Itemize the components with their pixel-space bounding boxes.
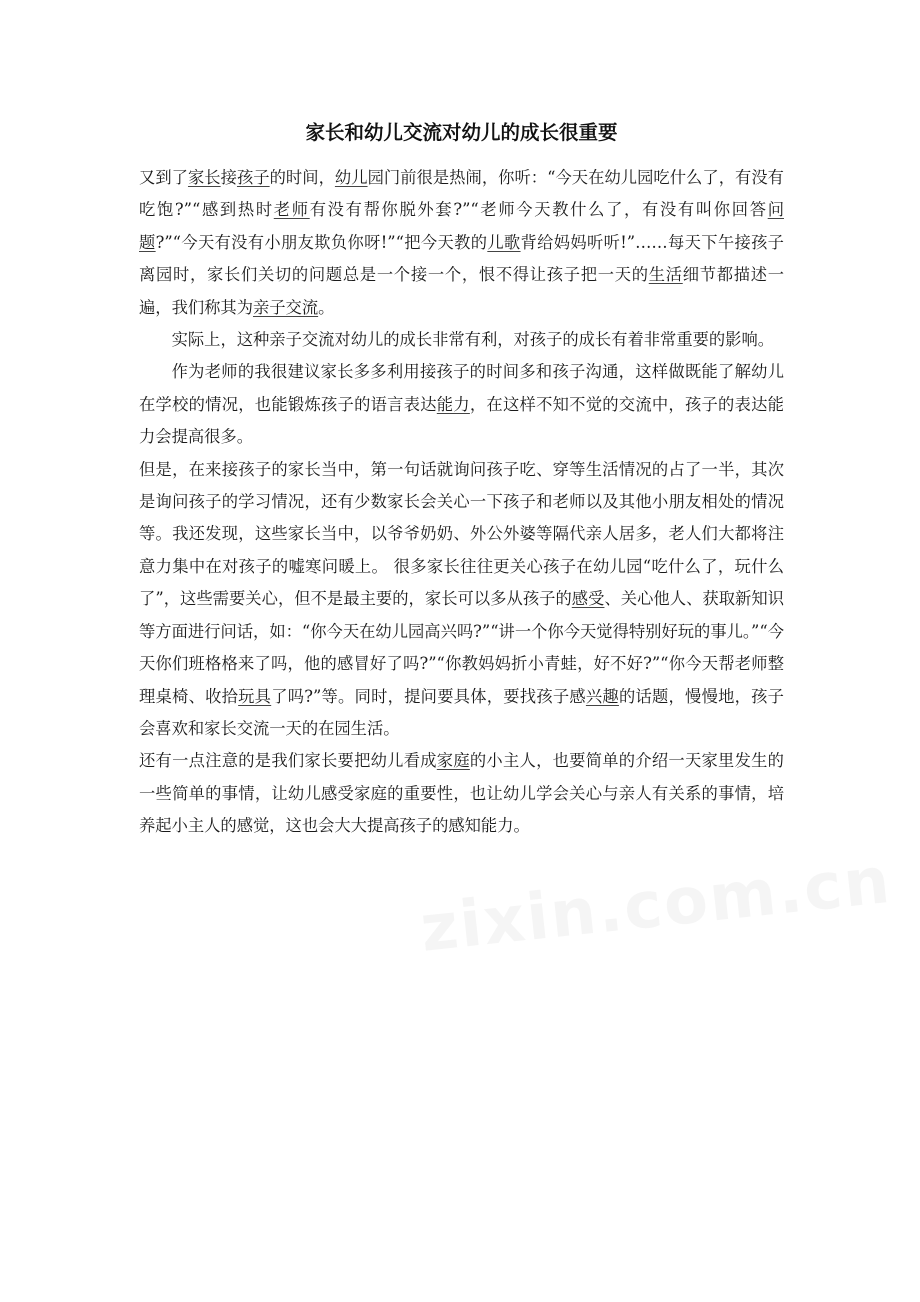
keyword-link[interactable]: 兴趣	[585, 686, 619, 706]
keyword-link[interactable]: 家庭	[436, 751, 470, 771]
keyword-link[interactable]: 老师	[273, 200, 310, 220]
paragraph-text: 的小主人，也要简单的介绍一天家里发生的一些简单的事情，让幼儿感受家庭的重要性，也让幼儿学会关心与亲人有关系的事情，培养起小主人的感觉，这也会大大提高孩子的感知能力。	[139, 751, 784, 836]
keyword-link[interactable]: 能力	[436, 394, 470, 414]
keyword-link[interactable]: 孩子	[236, 168, 270, 187]
paragraph	[139, 454, 784, 746]
paragraph-text: 园门前很是热闹，你听：“今天在幼儿园吃什么了，有没有吃饱?”“感到热时	[139, 168, 784, 220]
paragraph-text: 实际上，这种亲子交流对幼儿的成长非常有利，对孩子的成长有着非常重要的影响。	[171, 330, 775, 350]
paragraph-text: 。	[318, 297, 335, 317]
paragraph-text: 又到了	[139, 168, 188, 187]
paragraph-text: 的话题，慢慢地，孩子会喜欢和家长交流一天的在园生活。	[139, 686, 784, 738]
paragraph-text: 细节都描述一遍，我们称其为	[139, 265, 784, 317]
paragraph-text: 有没有帮你脱外套?”“老师今天教什么了，有没有叫你回答	[309, 200, 768, 220]
paragraph	[139, 162, 784, 324]
paragraph-text: 还有一点注意的是我们家长要把幼儿看成	[139, 751, 437, 771]
paragraph-text: 背给妈妈听听!”……每天下午接孩子离园时，家长们关切的问题总是一个接一个，恨不得让孩子把一天的	[139, 232, 784, 285]
document-page	[139, 118, 784, 843]
keyword-link[interactable]: 儿歌	[487, 232, 521, 252]
keyword-link[interactable]: 玩具	[238, 686, 272, 706]
paragraph	[139, 324, 784, 356]
document-title: 家长和幼儿交流对幼儿的成长很重要	[305, 121, 618, 144]
paragraph-text: ，在这样不知不觉的交流中，孩子的表达能力会提高很多。	[139, 394, 784, 447]
paragraph-text: ?”“今天有没有小朋友欺负你呀!”“把今天教的	[155, 232, 488, 252]
document-body	[139, 162, 784, 843]
paragraph-text: 作为老师的我很建议家长多多利用接孩子的时间多和孩子沟通，这样做既能了解幼儿在学校的情况，也能锻炼孩子的语言表达	[139, 362, 784, 414]
paragraph-text: 但是，在来接孩子的家长当中，第一句话就询问孩子吃、穿等生活情况的占了一半，其次是询问孩子的学习情况，还有少数家长会关心一下孩子和老师以及其他小朋友相处的情况等。我还发现，这些家长当中，以爷爷奶奶、外公外婆等隔代亲人居多，老人们大都将注意力集中在对孩子的嘘寒问暖上。 很多家长往往更关心孩子在幼儿园“吃什么了，玩什么了”，这些需要关心，但不是最主要的，家长可以多从孩子的	[139, 459, 784, 609]
keyword-link[interactable]: 感受	[571, 589, 605, 609]
keyword-link[interactable]: 家长	[187, 168, 221, 187]
paragraph-text: 接	[220, 168, 237, 187]
keyword-link[interactable]: 亲子交流	[252, 297, 319, 317]
keyword-link[interactable]: 生活	[648, 265, 683, 285]
paragraph-text: 、关心他人、获取新知识等方面进行问话，如：“你今天在幼儿园高兴吗?”“讲一个你今天觉得特别好玩的事儿。”“今天你们班格格来了吗，他的感冒好了吗?”“你教妈妈折小青蛙，好不好?”“你今天帮老师整理桌椅、收拾	[139, 589, 784, 706]
watermark-text: zixin.com.cn	[417, 843, 895, 967]
keyword-link[interactable]: 问题	[139, 200, 784, 252]
paragraph-text: 的时间，	[269, 168, 335, 187]
keyword-link[interactable]: 幼儿	[334, 168, 368, 187]
paragraph	[139, 745, 784, 842]
paragraph-text: 了吗?”等。同时，提问要具体，要找孩子感	[271, 686, 586, 706]
paragraph	[139, 356, 784, 453]
